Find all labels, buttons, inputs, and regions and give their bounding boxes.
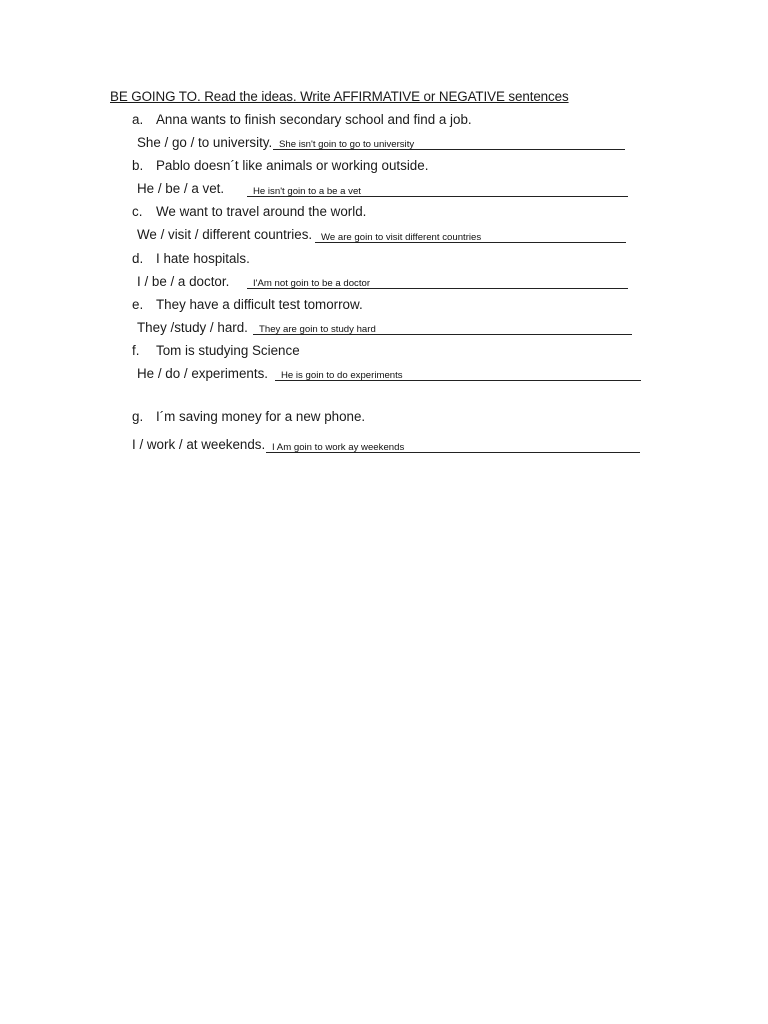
idea-sentence xyxy=(132,204,366,219)
prompt-words: He / do / experiments. xyxy=(137,366,268,381)
idea-text: Pablo doesn´t like animals or working outside. xyxy=(156,158,429,173)
answer-field[interactable] xyxy=(273,135,625,150)
answer-field[interactable] xyxy=(247,274,628,289)
answer-field[interactable] xyxy=(275,366,641,381)
answer-text: I Am goin to work ay weekends xyxy=(272,442,405,453)
item-letter: a. xyxy=(132,112,144,127)
prompt-words: They /study / hard. xyxy=(137,320,248,335)
item-letter: c. xyxy=(132,204,143,219)
answer-field[interactable] xyxy=(247,182,628,197)
answer-text: They are goin to study hard xyxy=(259,324,376,335)
answer-text: He isn't goin to a be a vet xyxy=(253,186,361,197)
prompt-words: I / work / at weekends. xyxy=(132,437,266,452)
idea-text: Tom is studying Science xyxy=(156,343,300,358)
idea-sentence xyxy=(132,251,250,266)
item-letter: e. xyxy=(132,297,144,312)
idea-sentence xyxy=(132,409,365,424)
prompt-words: She / go / to university. xyxy=(137,135,273,150)
answer-field[interactable] xyxy=(266,438,640,453)
answer-field[interactable] xyxy=(253,320,632,335)
prompt-words: We / visit / different countries. xyxy=(137,227,313,242)
prompt-words: He / be / a vet. xyxy=(137,181,225,196)
item-letter: b. xyxy=(132,158,144,173)
idea-sentence xyxy=(132,297,363,312)
idea-text: Anna wants to finish secondary school and find a job. xyxy=(156,112,472,127)
worksheet-title: BE GOING TO. Read the ideas. Write AFFIRMATIVE or NEGATIVE sentences xyxy=(110,89,569,104)
idea-text: I´m saving money for a new phone. xyxy=(156,409,366,424)
idea-text: We want to travel around the world. xyxy=(156,204,367,219)
answer-text: He is goin to do experiments xyxy=(281,370,403,381)
prompt-words: I / be / a doctor. xyxy=(137,274,230,289)
item-letter: f. xyxy=(132,343,140,358)
idea-text: They have a difficult test tomorrow. xyxy=(156,297,363,312)
item-letter: d. xyxy=(132,251,144,266)
idea-sentence xyxy=(132,343,300,358)
idea-sentence xyxy=(132,158,428,173)
idea-text: I hate hospitals. xyxy=(156,251,250,266)
answer-text: I'Am not goin to be a doctor xyxy=(253,278,371,289)
answer-text: She isn't goin to go to university xyxy=(279,139,415,150)
idea-sentence xyxy=(132,112,472,127)
item-letter: g. xyxy=(132,409,144,424)
answer-field[interactable] xyxy=(315,228,626,243)
answer-text: We are goin to visit different countries xyxy=(321,232,482,243)
